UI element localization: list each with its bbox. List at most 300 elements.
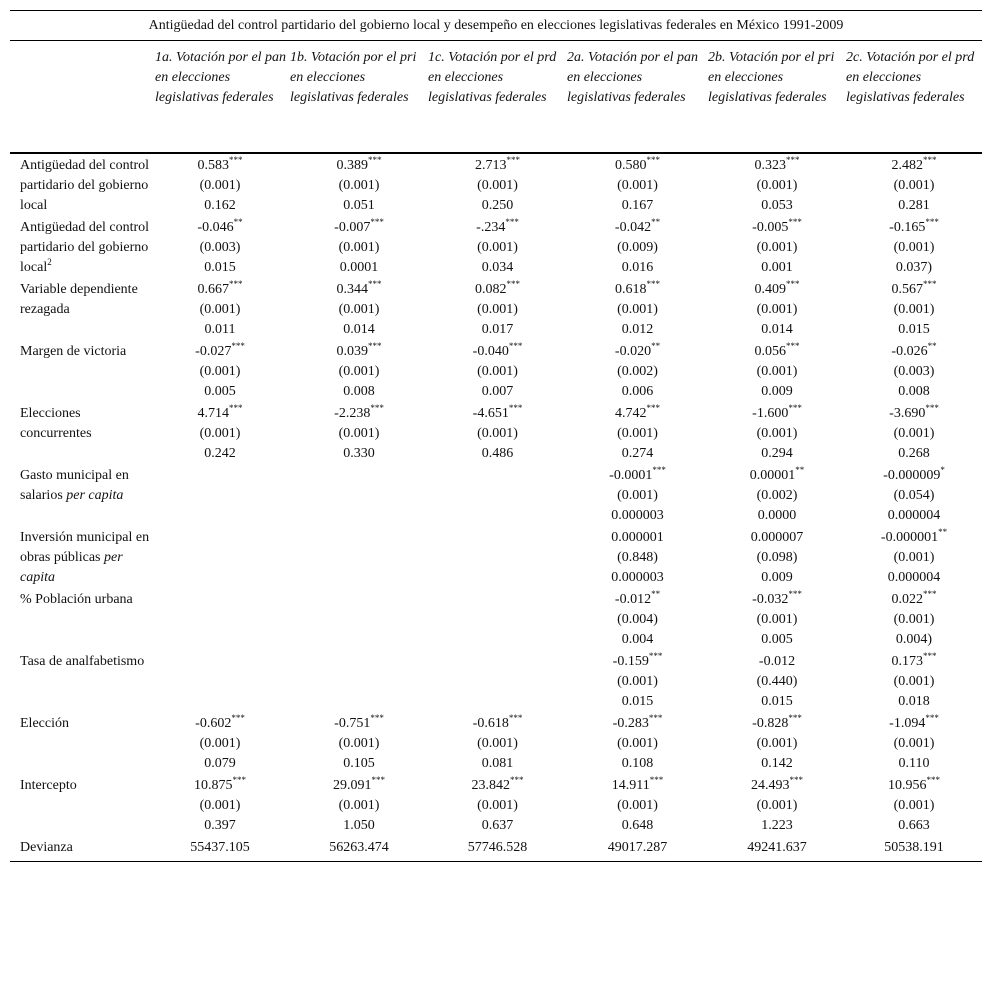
value-cell [846, 713, 982, 775]
p-value: (0.001) [477, 426, 518, 441]
p-value: (0.001) [617, 302, 658, 317]
value-cell [428, 279, 567, 341]
coefficient [846, 404, 982, 424]
coefficient [150, 342, 290, 362]
value-cell [428, 341, 567, 403]
standard-error: 0.162 [204, 198, 236, 213]
row-label-italic: per capita [66, 488, 124, 503]
p-value: (0.001) [617, 736, 658, 751]
value-cell [567, 465, 708, 527]
p-value: (0.002) [756, 488, 798, 503]
value-cell [846, 153, 982, 217]
table-body [10, 153, 982, 861]
coefficient [290, 218, 428, 238]
value-cell [567, 217, 708, 279]
value-cell [567, 589, 708, 651]
significance-stars: *** [926, 775, 940, 785]
coefficient-value: 2.713 [475, 158, 507, 173]
row-label-text: Variable dependiente rezagada [20, 282, 138, 317]
value-cell [150, 465, 290, 527]
deviance-value: 55437.105 [190, 840, 250, 855]
significance-stars: *** [923, 589, 937, 599]
value-cell [150, 279, 290, 341]
value-cell [708, 341, 846, 403]
coefficient-value: 0.567 [891, 282, 923, 297]
row-label [10, 465, 150, 527]
coefficient [428, 156, 567, 176]
significance-stars: ** [795, 465, 805, 475]
row-label-superscript: 2 [47, 257, 52, 267]
value-cell [708, 589, 846, 651]
standard-error: 0.000003 [611, 508, 664, 523]
p-value: (0.003) [199, 240, 241, 255]
coefficient [708, 714, 846, 734]
significance-stars: *** [508, 403, 523, 413]
p-value: (0.440) [756, 674, 798, 689]
coefficient-value: 0.082 [475, 282, 507, 297]
value-cell [290, 153, 428, 217]
standard-error: 1.223 [761, 818, 793, 833]
coefficient-value: -0.012 [758, 654, 796, 669]
coefficient-value: 23.842 [471, 778, 510, 793]
significance-stars: *** [370, 713, 384, 723]
coefficient [150, 218, 290, 238]
column-header: 1a. Votación por el pan en elecciones legislativas federales [155, 50, 287, 105]
coefficient-value: -0.040 [472, 344, 509, 359]
value-cell [290, 775, 428, 837]
significance-stars: *** [648, 713, 663, 723]
column-header: 2a. Votación por el pan en elecciones legislativas federales [567, 50, 699, 105]
significance-stars: *** [368, 279, 382, 289]
value-cell [567, 651, 708, 713]
value-cell [428, 589, 567, 651]
table-caption: Antigüedad del control partidario del gobierno local y desempeño en elecciones legislativas federales en México 1991-2009 [148, 18, 844, 33]
significance-stars: *** [646, 403, 660, 413]
standard-error: 0.294 [761, 446, 793, 461]
coefficient-value: 0.580 [615, 158, 647, 173]
table-row [10, 713, 982, 775]
value-cell [150, 775, 290, 837]
p-value: (0.001) [199, 178, 241, 193]
standard-error: 0.005 [204, 384, 236, 399]
standard-error: 0.008 [898, 384, 930, 399]
coefficient-value: -0.618 [472, 716, 509, 731]
p-value: (0.009) [617, 240, 658, 255]
p-value: (0.001) [893, 674, 935, 689]
p-value: (0.001) [756, 798, 798, 813]
row-label-text: Tasa de analfabetismo [20, 654, 145, 669]
p-value: (0.001) [756, 364, 798, 379]
value-cell [846, 775, 982, 837]
standard-error: 1.050 [343, 818, 375, 833]
coefficient [708, 466, 846, 486]
deviance-value: 50538.191 [884, 840, 944, 855]
deviance-row [10, 837, 982, 861]
p-value: (0.002) [617, 364, 658, 379]
coefficient [846, 342, 982, 362]
coefficient-value: -0.042 [614, 220, 652, 235]
coefficient [846, 280, 982, 300]
value-cell [428, 403, 567, 465]
significance-stars: *** [231, 341, 245, 351]
standard-error: 0.105 [343, 756, 375, 771]
significance-stars: *** [232, 775, 246, 785]
coefficient-value: 29.091 [333, 778, 372, 793]
p-value: (0.001) [617, 488, 658, 503]
coefficient-value: 0.409 [754, 282, 786, 297]
row-label-text: Gasto municipal en salarios [20, 468, 129, 503]
standard-error: 0.015 [621, 694, 654, 709]
value-cell [846, 589, 982, 651]
p-value: (0.001) [199, 798, 241, 813]
value-cell [428, 465, 567, 527]
significance-stars: *** [788, 589, 802, 599]
p-value: (0.054) [893, 488, 935, 503]
p-value: (0.001) [756, 426, 798, 441]
coefficient [290, 156, 428, 176]
value-cell [567, 527, 708, 589]
significance-stars: *** [786, 341, 800, 351]
value-cell [150, 341, 290, 403]
row-label-text: Intercepto [20, 778, 77, 793]
significance-stars: ** [651, 217, 661, 227]
value-cell [846, 651, 982, 713]
p-value: (0.001) [477, 178, 518, 193]
coefficient [428, 404, 567, 424]
coefficient [290, 280, 428, 300]
value-cell [708, 403, 846, 465]
table-row [10, 403, 982, 465]
value-cell [846, 341, 982, 403]
p-value: (0.001) [893, 178, 935, 193]
coefficient [846, 590, 982, 610]
value-cell [708, 279, 846, 341]
value-cell [846, 217, 982, 279]
value-cell [708, 775, 846, 837]
value-cell [708, 153, 846, 217]
table-row [10, 217, 982, 279]
row-label [10, 341, 150, 403]
coefficient [428, 776, 567, 796]
standard-error: 0.274 [621, 446, 654, 461]
coefficient [428, 714, 567, 734]
value-cell [708, 651, 846, 713]
standard-error: 0.637 [481, 818, 514, 833]
coefficient-value: -0.026 [891, 344, 928, 359]
coefficient-value: -2.238 [334, 406, 371, 421]
coefficient [567, 590, 708, 610]
value-cell [428, 713, 567, 775]
standard-error: 0.006 [621, 384, 654, 399]
p-value: (0.001) [199, 302, 241, 317]
value-cell [708, 527, 846, 589]
coefficient [150, 776, 290, 796]
value-cell [567, 279, 708, 341]
p-value: (0.001) [477, 364, 518, 379]
significance-stars: *** [510, 775, 524, 785]
value-cell [150, 651, 290, 713]
header-empty-cell [10, 41, 150, 153]
value-cell [708, 713, 846, 775]
coefficient-value: -0.000001 [880, 530, 939, 545]
significance-stars: *** [505, 217, 519, 227]
p-value: (0.001) [338, 798, 380, 813]
p-value: (0.098) [756, 550, 798, 565]
row-label-text: Antigüedad del control partidario del gobierno local [20, 158, 150, 213]
coefficient-value: 0.618 [615, 282, 647, 297]
coefficient-value: 0.00001 [749, 468, 796, 483]
significance-stars: ** [938, 527, 948, 537]
significance-stars: *** [925, 217, 939, 227]
coefficient [567, 404, 708, 424]
coefficient [567, 652, 708, 672]
coefficient [708, 652, 846, 672]
standard-error: 0.281 [898, 198, 930, 213]
significance-stars: *** [648, 651, 663, 661]
coefficient [290, 342, 428, 362]
standard-error: 0.663 [898, 818, 930, 833]
significance-stars: *** [646, 155, 660, 165]
row-label-text: Elecciones concurrentes [20, 406, 92, 441]
standard-error: 0.081 [481, 756, 514, 771]
standard-error: 0.014 [761, 322, 793, 337]
significance-stars: *** [368, 155, 382, 165]
row-label-text: Elección [20, 716, 69, 731]
coefficient [428, 280, 567, 300]
value-cell [290, 527, 428, 589]
value-cell [567, 713, 708, 775]
row-label-text: Antigüedad del control partidario del gobierno local [20, 220, 150, 275]
value-cell [290, 341, 428, 403]
row-label-text: Margen de victoria [20, 344, 127, 359]
coefficient-value: -0.000009 [883, 468, 941, 483]
value-cell [708, 465, 846, 527]
p-value: (0.001) [893, 612, 935, 627]
p-value: (0.001) [617, 674, 658, 689]
coefficient [290, 714, 428, 734]
coefficient [846, 652, 982, 672]
significance-stars: *** [506, 155, 520, 165]
value-cell [567, 775, 708, 837]
significance-stars: *** [652, 465, 666, 475]
coefficient [708, 156, 846, 176]
coefficient-value: 10.875 [194, 778, 233, 793]
p-value: (0.001) [617, 178, 658, 193]
column-header: 2c. Votación por el prd en elecciones legislativas federales [846, 50, 975, 105]
value-cell [150, 713, 290, 775]
standard-error: 0.017 [481, 322, 514, 337]
significance-stars: *** [368, 341, 382, 351]
standard-error: 0.079 [204, 756, 236, 771]
coefficient-value: 14.911 [611, 778, 650, 793]
coefficient [567, 218, 708, 238]
row-label [10, 713, 150, 775]
row-label [10, 153, 150, 217]
standard-error: 0.015 [204, 260, 236, 275]
p-value: (0.001) [756, 612, 798, 627]
coefficient [708, 776, 846, 796]
coefficient-value: 0.583 [197, 158, 229, 173]
coefficient-value: 4.714 [197, 406, 229, 421]
coefficient-value: 0.039 [336, 344, 368, 359]
coefficient [150, 156, 290, 176]
significance-stars: *** [788, 217, 802, 227]
p-value: (0.848) [617, 550, 658, 565]
row-label [10, 403, 150, 465]
coefficient-value: 0.323 [754, 158, 786, 173]
table-row [10, 279, 982, 341]
significance-stars: *** [789, 775, 803, 785]
significance-stars: ** [651, 341, 661, 351]
coefficient [150, 280, 290, 300]
p-value: (0.001) [199, 736, 241, 751]
standard-error: 0.004) [895, 632, 933, 647]
table-row [10, 527, 982, 589]
coefficient-value: -0.027 [195, 344, 232, 359]
coefficient [846, 466, 982, 486]
coefficient-value: -0.602 [195, 716, 232, 731]
coefficient-value: 0.173 [891, 654, 923, 669]
standard-error: 0.110 [898, 756, 930, 771]
standard-error: 0.034 [481, 260, 514, 275]
p-value: (0.001) [756, 302, 798, 317]
value-cell [428, 651, 567, 713]
significance-stars: *** [649, 775, 664, 785]
row-label [10, 279, 150, 341]
coefficient [567, 156, 708, 176]
standard-error: 0.108 [621, 756, 654, 771]
standard-error: 0.015 [898, 322, 930, 337]
p-value: (0.001) [199, 364, 241, 379]
table-row [10, 341, 982, 403]
standard-error: 0.167 [621, 198, 654, 213]
p-value: (0.001) [477, 302, 518, 317]
coefficient-value: 4.742 [615, 406, 647, 421]
standard-error: 0.012 [621, 322, 654, 337]
coefficient-value: -3.690 [889, 406, 926, 421]
significance-stars: *** [508, 341, 523, 351]
standard-error: 0.051 [343, 198, 375, 213]
coefficient [290, 776, 428, 796]
value-cell [150, 153, 290, 217]
standard-error: 0.000004 [887, 508, 941, 523]
p-value: (0.001) [893, 550, 935, 565]
regression-table-container [10, 10, 982, 862]
coefficient [428, 218, 567, 238]
significance-stars: * [940, 465, 945, 475]
value-cell [150, 403, 290, 465]
value-cell [150, 589, 290, 651]
coefficient [290, 404, 428, 424]
p-value: (0.001) [893, 302, 935, 317]
coefficient-value: -0.007 [334, 220, 371, 235]
standard-error: 0.142 [761, 756, 793, 771]
coefficient [150, 714, 290, 734]
p-value: (0.001) [617, 798, 658, 813]
coefficient-value: 0.389 [336, 158, 368, 173]
coefficient [567, 342, 708, 362]
standard-error: 0.486 [481, 446, 514, 461]
significance-stars: *** [229, 403, 243, 413]
coefficient-value: -0.165 [889, 220, 926, 235]
standard-error: 0.0001 [339, 260, 379, 275]
value-cell [846, 279, 982, 341]
coefficient-value: -0.020 [614, 344, 652, 359]
p-value: (0.001) [893, 240, 935, 255]
significance-stars: *** [923, 155, 937, 165]
coefficient-value: -0.046 [197, 220, 234, 235]
value-cell [846, 527, 982, 589]
standard-error: 0.330 [343, 446, 375, 461]
significance-stars: *** [923, 279, 937, 289]
coefficient [708, 342, 846, 362]
significance-stars: *** [506, 279, 520, 289]
coefficient-value: -0.005 [752, 220, 789, 235]
p-value: (0.001) [893, 798, 935, 813]
standard-error: 0.648 [621, 818, 654, 833]
standard-error: 0.001 [761, 260, 793, 275]
value-cell [150, 527, 290, 589]
coefficient [846, 714, 982, 734]
table-row [10, 651, 982, 713]
column-header: 2b. Votación por el pri en elecciones legislativas federales [708, 50, 835, 105]
significance-stars: *** [786, 279, 800, 289]
deviance-value: 49017.287 [607, 840, 668, 855]
significance-stars: *** [231, 713, 245, 723]
p-value: (0.001) [477, 736, 518, 751]
table-row [10, 153, 982, 217]
value-cell [846, 403, 982, 465]
significance-stars: *** [646, 279, 660, 289]
row-label [10, 651, 150, 713]
value-cell [708, 217, 846, 279]
row-label [10, 589, 150, 651]
deviance-value: 56263.474 [329, 840, 389, 855]
p-value: (0.001) [477, 240, 518, 255]
coefficient [708, 528, 846, 548]
p-value: (0.001) [199, 426, 241, 441]
coefficient [150, 404, 290, 424]
coefficient [708, 280, 846, 300]
value-cell [428, 775, 567, 837]
significance-stars: ** [233, 217, 243, 227]
coefficient-value: 10.956 [888, 778, 927, 793]
regression-table [10, 41, 982, 861]
column-header: 1c. Votación por el prd en elecciones legislativas federales [428, 50, 557, 105]
standard-error: 0.004 [621, 632, 654, 647]
coefficient-value: -0.751 [334, 716, 371, 731]
coefficient-value: 24.493 [751, 778, 790, 793]
standard-error: 0.008 [343, 384, 375, 399]
coefficient-value: -0.159 [612, 654, 649, 669]
significance-stars: *** [370, 403, 384, 413]
coefficient-value: -1.094 [889, 716, 926, 731]
significance-stars: *** [508, 713, 523, 723]
coefficient-value: 0.022 [891, 592, 923, 607]
p-value: (0.001) [338, 364, 380, 379]
standard-error: 0.037) [895, 260, 933, 275]
standard-error: 0.250 [481, 198, 514, 213]
coefficient-value: 0.056 [754, 344, 786, 359]
p-value: (0.001) [893, 426, 935, 441]
standard-error: 0.014 [343, 322, 375, 337]
deviance-value: 57746.528 [467, 840, 528, 855]
coefficient [567, 528, 708, 548]
value-cell [290, 403, 428, 465]
coefficient-value: -.234 [476, 220, 506, 235]
deviance-value: 49241.637 [747, 840, 807, 855]
value-cell [290, 217, 428, 279]
